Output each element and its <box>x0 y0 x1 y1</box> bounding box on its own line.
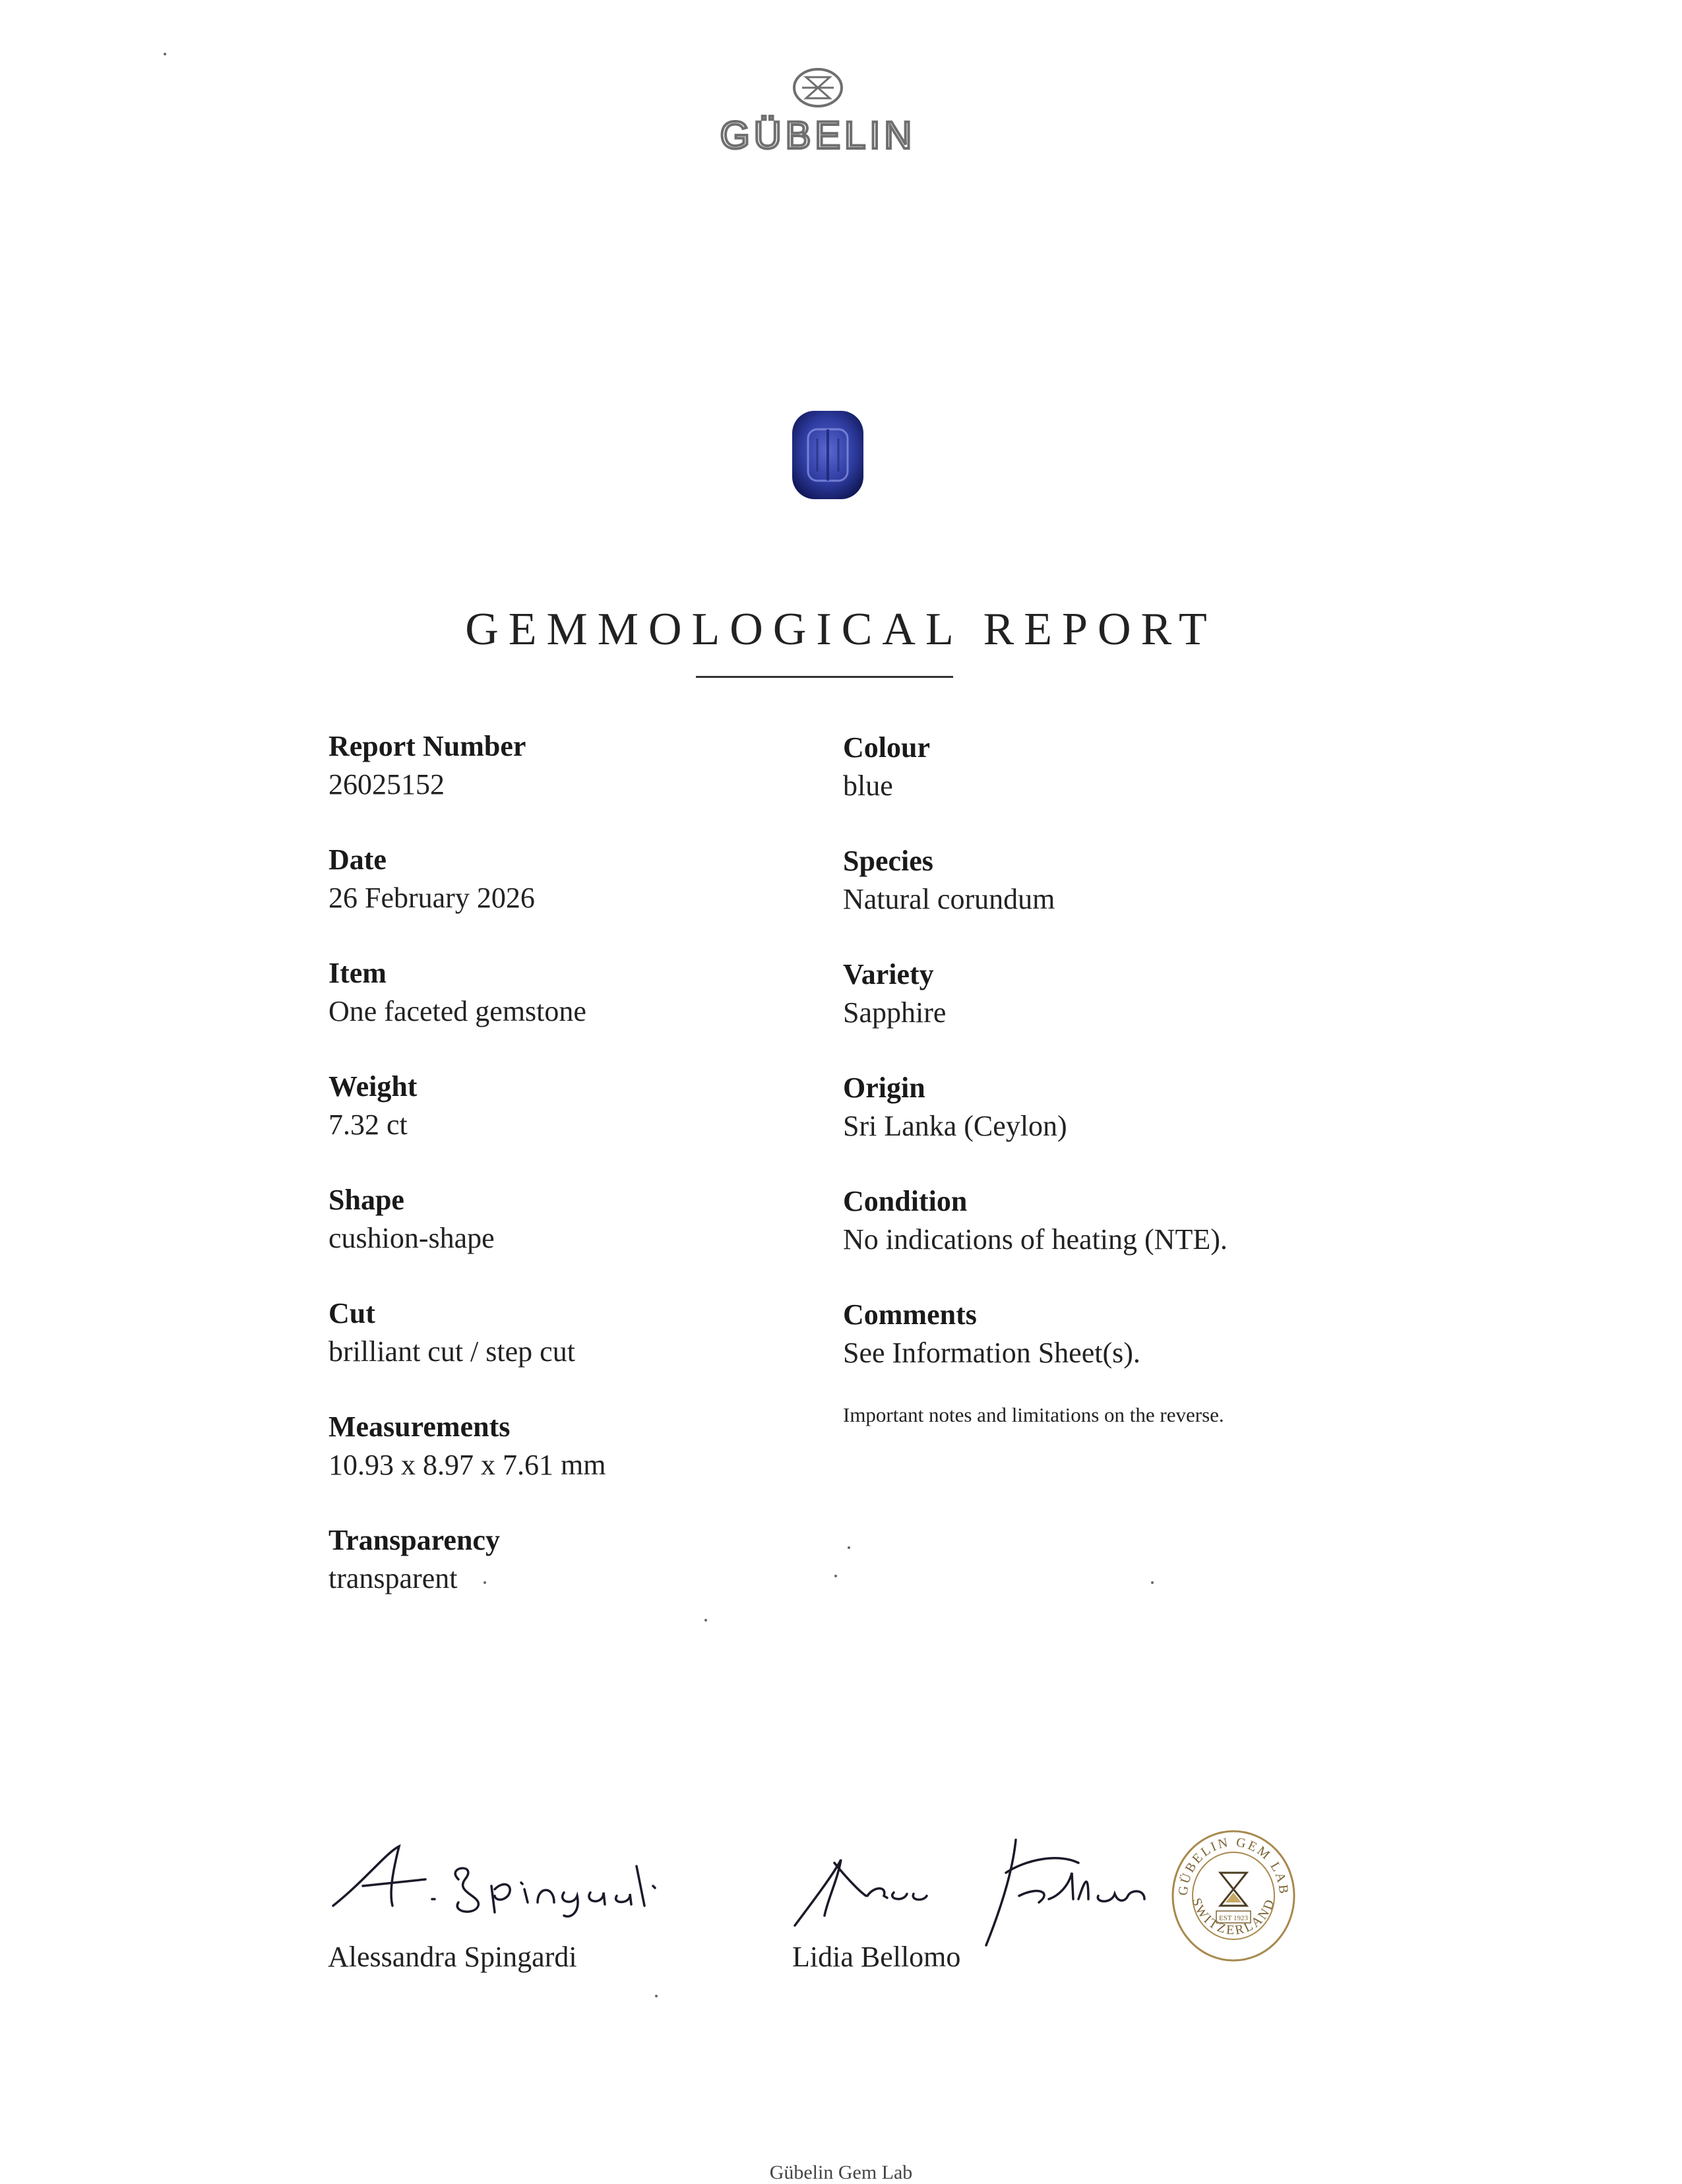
field-variety <box>843 957 946 1031</box>
field-comments <box>843 1297 1140 1371</box>
footer-lab-name: Gübelin Gem Lab <box>769 2162 913 2183</box>
field-label: Date <box>328 843 387 876</box>
seal-center-text: EST 1923 <box>1218 1914 1249 1922</box>
field-label: Item <box>328 957 387 989</box>
field-value: Natural corundum <box>843 883 1055 915</box>
scan-speck <box>1151 1581 1154 1584</box>
field-label: Measurements <box>328 1410 511 1443</box>
field-value: transparent <box>328 1562 458 1594</box>
scan-speck <box>834 1575 837 1577</box>
report-title: GEMMOLOGICAL REPORT <box>465 604 1217 655</box>
field-label: Colour <box>843 731 930 764</box>
scan-speck <box>164 53 166 55</box>
field-value: See Information Sheet(s). <box>843 1337 1140 1369</box>
field-value: Sapphire <box>843 996 947 1029</box>
field-label: Shape <box>328 1184 404 1216</box>
field-value: cushion-shape <box>328 1222 495 1254</box>
field-value: brilliant cut / step cut <box>328 1335 575 1368</box>
field-value: 7.32 ct <box>328 1108 408 1141</box>
field-label: Report Number <box>328 730 526 762</box>
field-label: Variety <box>843 958 934 990</box>
field-label: Origin <box>843 1072 925 1104</box>
field-shape <box>328 1182 495 1256</box>
hourglass-emblem-icon <box>794 69 842 106</box>
scan-speck <box>655 1995 658 1997</box>
important-notes: Important notes and limitations on the reverse. <box>843 1403 1224 1426</box>
field-label: Condition <box>843 1185 968 1217</box>
signature-bellomo <box>788 1833 1197 1952</box>
field-colour <box>843 730 930 804</box>
scan-speck <box>848 1546 850 1549</box>
gemstone-image <box>788 406 867 504</box>
field-value: Sri Lanka (Ceylon) <box>843 1110 1067 1142</box>
field-value: blue <box>843 770 893 802</box>
field-label: Weight <box>328 1070 418 1103</box>
scan-speck <box>483 1581 486 1584</box>
field-measurements <box>328 1409 606 1483</box>
field-value: 10.93 x 8.97 x 7.61 mm <box>328 1449 606 1481</box>
title-underline <box>696 676 953 678</box>
field-date <box>328 842 535 916</box>
field-weight <box>328 1069 417 1143</box>
field-item <box>328 956 586 1029</box>
scan-speck <box>704 1619 707 1622</box>
gem-lab-seal <box>1168 1827 1299 1965</box>
signature-spingardi <box>327 1840 716 1926</box>
field-condition <box>843 1184 1228 1258</box>
field-transparency <box>328 1523 500 1596</box>
field-value: No indications of heating (NTE). <box>843 1223 1228 1256</box>
signatory-name-2: Lidia Bellomo <box>792 1941 961 1973</box>
field-value: One faceted gemstone <box>328 995 586 1027</box>
field-report-number <box>328 729 526 803</box>
field-species <box>843 843 1055 917</box>
field-label: Cut <box>328 1297 375 1329</box>
field-value: 26025152 <box>328 768 445 801</box>
field-value: 26 February 2026 <box>328 882 535 914</box>
gubelin-logo <box>679 63 956 162</box>
field-origin <box>843 1070 1067 1144</box>
field-cut <box>328 1296 575 1370</box>
seal-top-text: GÜBELIN GEM LAB <box>1175 1835 1292 1896</box>
field-label: Comments <box>843 1298 977 1331</box>
signatory-name-1: Alessandra Spingardi <box>328 1941 577 1973</box>
logo-wordmark: GÜBELIN <box>720 114 916 157</box>
field-label: Transparency <box>328 1524 500 1556</box>
field-label: Species <box>843 845 933 877</box>
seal-bottom-text: SWITZERLAND <box>1189 1896 1278 1938</box>
